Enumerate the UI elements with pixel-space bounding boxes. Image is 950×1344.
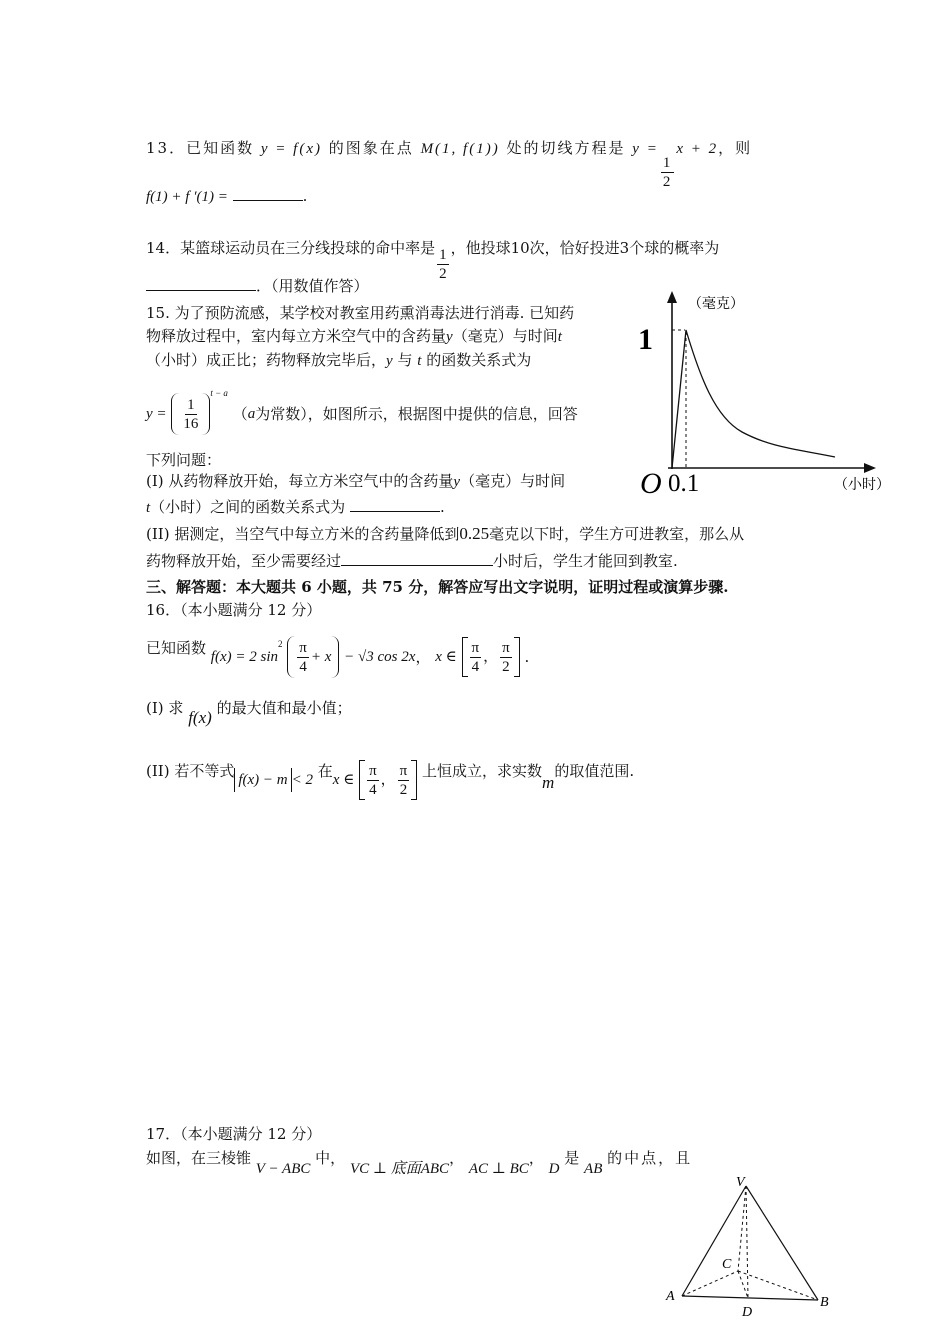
q17-tetrahedron-figure — [660, 1176, 860, 1336]
vertex-B: B — [820, 1295, 829, 1310]
q17-line1: 如图，在三棱锥 V − ABC 中， VC ⊥ 底面ABC， AC ⊥ BC， D 是 AB 的中点，且 — [146, 1149, 693, 1177]
edge-VB — [746, 1186, 818, 1300]
graph-x-label: （小时） — [834, 478, 890, 493]
q15-part1-line1: (I) 从药物释放开始，每立方米空气中的含药量y（毫克）与时间 — [146, 472, 566, 490]
q15-graph — [630, 287, 910, 502]
q16-part1: (I) 求 f(x) 的最大值和最小值； — [146, 699, 352, 727]
q14-lead: 14．某篮球运动员在三分线投球的命中率是 — [146, 239, 436, 257]
q15-part1-line2: t（小时）之间的函数关系式为 . — [146, 498, 445, 516]
q15-line3: （小时）成正比；药物释放完毕后，y 与 t 的函数关系式为 — [146, 351, 532, 369]
q13-end: ，则 — [718, 139, 753, 157]
q13-fraction: $\frac{1}{2}$ — [662, 155, 673, 190]
graph-y-label: （毫克） — [688, 297, 744, 312]
q13-lead: 13．已知函数 — [146, 139, 255, 157]
q15-part2-line2: 药物释放开始，至少需要经过 小时后，学生才能回到教室. — [146, 552, 678, 570]
q13-expression: f(1) + f ′(1) = — [146, 189, 228, 205]
q13-text2: 处的切线方程是 — [506, 139, 626, 157]
edge-AC — [682, 1271, 738, 1296]
q14-line2: ．（用数值作答） — [146, 276, 369, 296]
graph-x-arrow — [864, 463, 876, 473]
vertex-C: C — [722, 1257, 732, 1272]
q15-formula-exponent: t − a — [210, 388, 228, 398]
q13-point: M(1, f(1)) — [420, 141, 500, 157]
vertex-D: D — [742, 1305, 753, 1320]
q15-line1: 15. 为了预防流感，某学校对教室用药熏消毒法进行消毒. 已知药 — [146, 304, 575, 322]
q15-part2-line1: (II) 据测定，当空气中每立方米的含药量降低到0.25毫克以下时，学生方可进教室，那么从 — [146, 524, 745, 543]
q13-eq-y: y = — [632, 141, 659, 157]
edge-VA — [682, 1186, 746, 1296]
edge-CD — [738, 1271, 748, 1298]
q15-line2: 物释放过程中，室内每立方米空气中的含药量y（毫克）与时间t — [146, 327, 562, 345]
q13-text1: 的图象在点 — [328, 139, 414, 157]
graph-curve — [672, 330, 835, 468]
q15-part2-blank[interactable] — [341, 551, 493, 566]
q16-heading: 16．（本小题满分 12 分） — [146, 601, 322, 619]
q13-function: y = f(x) — [260, 141, 322, 157]
q14-fraction: $\frac{1}{2}$ — [439, 247, 447, 282]
edge-CB — [738, 1271, 818, 1300]
q16-definition: 已知函数 f(x) = 2 $\sin^2$ $\frac{\pi}{4}$ + x − √3 cos 2x， x ∈ $\frac{\pi}{4}$ ， $\frac{\pi}{2}$ . — [146, 634, 529, 686]
section-3-header: 三、解答题：本大题共 6 小题，共 75 分，解答应写出文字说明，证明过程或演算步骤. — [146, 578, 729, 596]
q15-formula-y: y = — [146, 406, 167, 422]
q13-eq-tail: x + 2 — [676, 141, 719, 157]
q14-tail: ，他投球10次，恰好投进3个球的概率为 — [450, 239, 720, 257]
edge-VD — [746, 1186, 748, 1298]
vertex-V: V — [736, 1176, 745, 1190]
graph-y-tick: 1 — [638, 323, 653, 356]
q15-part1-blank[interactable] — [350, 497, 440, 512]
q15-line5: 下列问题： — [146, 451, 222, 469]
q17-heading: 17．（本小题满分 12 分） — [146, 1125, 322, 1143]
graph-origin: O — [640, 467, 662, 500]
graph-y-arrow — [667, 291, 677, 303]
q16-abs-expression: f(x) − m — [234, 768, 291, 792]
q13-line1 — [146, 138, 752, 191]
q15-formula-fraction: $\frac{1}{16}$ — [183, 396, 199, 432]
q13-answer-blank[interactable] — [233, 186, 303, 201]
q13-line2: f(1) + f ′(1) = . — [146, 187, 308, 205]
graph-x-tick: 0.1 — [668, 470, 700, 497]
q15-formula-line: y = $\frac{1}{16}$ $^{t - a}$ （a为常数），如图所示，根据图中提供的信息，回答 — [146, 383, 578, 433]
vertex-A: A — [666, 1289, 675, 1304]
q14-answer-blank[interactable] — [146, 276, 256, 291]
q16-part2: (II) 若不等式 f(x) − m < 2 在x ∈ $\frac{\pi}{4}$ ， $\frac{\pi}{2}$ 上恒成立，求实数m的取值范围. — [146, 760, 634, 810]
edge-AB — [682, 1296, 818, 1300]
